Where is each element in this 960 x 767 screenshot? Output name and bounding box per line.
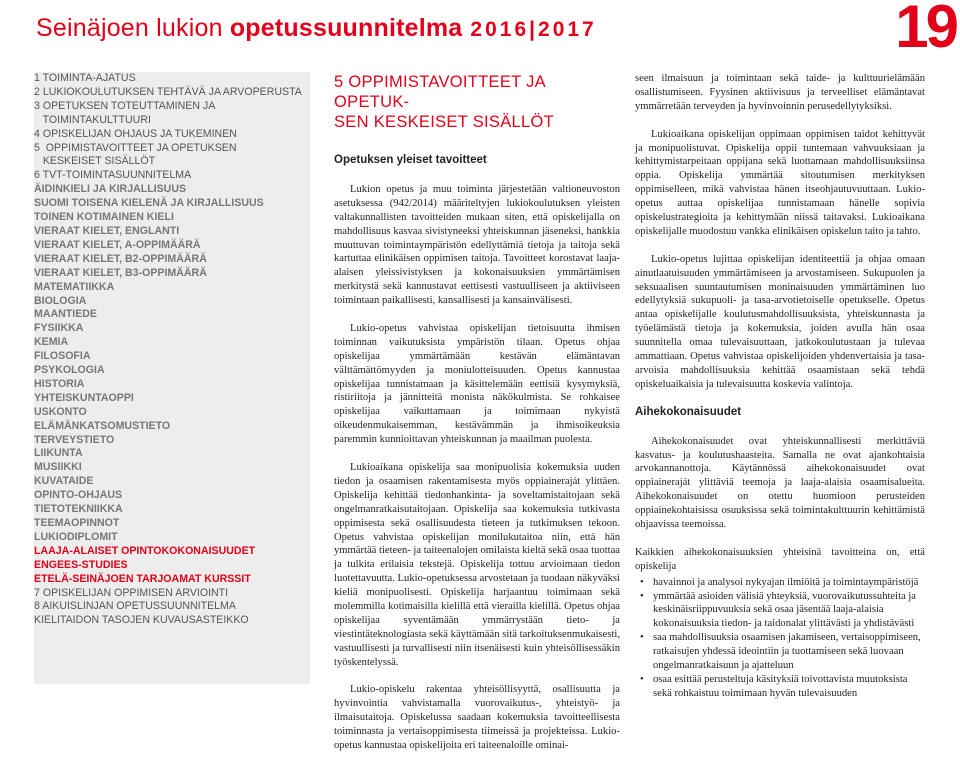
toc-item[interactable]: 8 AIKUISLINJAN OPETUSSUUNNITELMA	[34, 600, 236, 613]
toc-subject-item[interactable]: VIERAAT KIELET, ENGLANTI	[34, 224, 180, 237]
bullet-item: • havainnoi ja analysoi nykyajan ilmiöitä ja toimintaympäristöjä	[653, 576, 925, 590]
table-of-contents	[34, 72, 310, 684]
toc-subject-item[interactable]: ELÄMÄNKATSOMUSTIETO	[34, 419, 171, 432]
toc-item[interactable]: 3 OPETUKSEN TOTEUTTAMINEN JA TOIMINTAKULTTUURI	[34, 99, 216, 126]
toc-subject-item[interactable]: TOINEN KOTIMAINEN KIELI	[34, 211, 174, 224]
toc-subject-item[interactable]: MATEMATIIKKA	[34, 280, 115, 293]
toc-subject-item[interactable]: ENGEES-STUDIES	[34, 558, 128, 571]
toc-subject-item[interactable]: TERVEYSTIETO	[34, 433, 115, 446]
toc-subject-item[interactable]: YHTEISKUNTAOPPI	[34, 391, 134, 404]
toc-subject-item[interactable]: MAANTIEDE	[34, 308, 97, 321]
toc-item[interactable]: 2 LUKIOKOULUTUKSEN TEHTÄVÄ JA ARVOPERUSTA	[34, 85, 302, 98]
section-title-line-1: 5 OPPIMISTAVOITTEET JA OPETUK-	[334, 73, 546, 111]
toc-item[interactable]: 6 TVT-TOIMINTASUUNNITELMA	[34, 169, 192, 182]
toc-bottom-list	[34, 587, 310, 629]
right-column	[635, 72, 925, 701]
toc-subject-item[interactable]: BIOLOGIA	[34, 294, 87, 307]
toc-subject-item[interactable]: VIERAAT KIELET, A-OPPIMÄÄRÄ	[34, 238, 201, 251]
section-title-line-2: SEN KESKEISET SISÄLLÖT	[334, 113, 554, 131]
toc-subject-item[interactable]: KEMIA	[34, 336, 69, 349]
toc-subject-item[interactable]: ETELÄ-SEINÄJOEN TARJOAMAT KURSSIT	[34, 572, 251, 585]
toc-item[interactable]: 7 OPISKELIJAN OPPIMISEN ARVIOINTI	[34, 586, 229, 599]
toc-subject-item[interactable]: LAAJA-ALAISET OPINTOKOKONAISUUDET	[34, 544, 256, 557]
section-title	[334, 72, 620, 132]
toc-subject-item[interactable]: OPINTO-OHJAUS	[34, 489, 123, 502]
toc-subject-item[interactable]: ÄIDINKIELI JA KIRJALLISUUS	[34, 183, 187, 196]
body-paragraph: Lukio-opiskelu rakentaa yhteisöllisyyttä, osallisuutta ja hyvinvointia vahvistamalla vuorovaikutus-, yhteistyö- ja ilmaisutaitoja. Opiskelussa saadaan kokemuksia tavoitteellisesta toiminnasta ja vertaisoppimisesta tiimeissä ja projekteissa. Lukio-opetus kannustaa opiskelijoita eri taiteenaloille ominai-	[334, 684, 620, 752]
middle-column	[334, 72, 620, 767]
toc-item[interactable]: 1 TOIMINTA-AJATUS	[34, 72, 136, 84]
toc-subject-item[interactable]: SUOMI TOISENA KIELENÄ JA KIRJALLISUUS	[34, 197, 264, 210]
toc-subject-item[interactable]: MUSIIKKI	[34, 461, 82, 474]
bullet-item: • ymmärtää asioiden välisiä yhteyksiä, vuorovaikutussuhteita ja keskinäisriippuvuuksia sekä osaa jäsentää laaja-alaisia kokonaisuuksia tiedon- ja taidonalat ylittävästi ja yhdistävästi	[653, 590, 925, 632]
body-paragraph: Lukio-opetus vahvistaa opiskelijan tietoisuutta ihmisen toiminnan vaikutuksista ympäristön tilaan. Opetus ohjaa opiskelijaa ymmärtämään kestävän elämäntavan välttämättömyyden ja moniulotteisuuden. Opetus kannustaa opiskelijaa tunnistamaan ja käsittelemään eettisiä kysymyksiä, ristiriitoja ja jännitteitä monista näkökulmista. Se rohkaisee opiskelijaa vaikuttamaan ja toimimaan nykyistä oikeudenmukaisemman, kestävämmän ja ihmisoikeuksia paremmin kunnioittavan yhteiskunnan ja maailman puolesta.	[334, 322, 620, 446]
toc-subject-item[interactable]: TEEMAOPINNOT	[34, 517, 120, 529]
header-title-bold: opetussuunnitelma	[229, 14, 463, 42]
body-paragraph: Kaikkien aihekokonaisuuksien yhteisinä tavoitteina on, että opiskelija	[635, 546, 925, 572]
body-paragraph: Aihekokonaisuudet ovat yhteiskunnallisesti merkittäviä kasvatus- ja koulutushaasteita. Samalla ne ovat ajankohtaisia arvokannanottoja. Käytännössä aihekokonaisuudet ovat oppiaineraját ylittäviä teemoja ja laaja-alaisia osaamisalueita. Aihekokonaisuudet on otettu huomioon perusteiden oppiainekohtaisissa osuuksissa sekä toimintakulttuurin kehittämistä ohjaavissa teemoissa.	[635, 435, 925, 531]
toc-subject-item[interactable]: LUKIODIPLOMIT	[34, 530, 118, 543]
goals-bullet-list	[635, 576, 925, 701]
body-paragraph: Lukioaikana opiskelijan oppimaan oppimisen taidot kehittyvät ja monipuolistuvat. Opiskelija oppii tuntemaan vahvuuksiaan ja kehittymistarpeitaan oppijana sekä luottamaan mahdollisuuksiinsa oppia. Opiskelija ymmärtää sitoutumisen merkityksen oppimiselleen, mikä vahvistaa hänen itseohjautuvuuttaan. Lukio-opetus auttaa opiskelijaa tunnistamaan hänelle sopivia opiskelustrategioita ja kehittymään niissä taitavaksi. Lukioaikana opiskelijalle muodostuu vankka elinikäisen opiskelun taito ja tahto.	[635, 128, 925, 237]
toc-subject-item[interactable]: HISTORIA	[34, 377, 85, 390]
body-paragraph: Lukioaikana opiskelija saa monipuolisia kokemuksia uuden tiedon ja osaamisen rakentamisesta myös oppiaineraját ylittäen. Opiskelija kehittää tiedonhankinta- ja soveltamistaitojaan sekä ongelmanratkaisutaitojaan. Opiskelija saa kokemuksia tutkivasta oppimisesta sekä osallisuudesta tieteen ja tutkimuksen tekoon. Opetus vahvistaa opiskelijan monilukutaitoa niin, että hän ymmärtää tieteen- ja taiteenalojen omilaista kieltä sekä osaa tuottaa ja tulkita erilaisia tekstejä. Opiskelija tottuu arvioimaan tiedon luotettavuutta. Lukio-opetuksessa arvostetaan ja tuodaan näkyväksi kieliä monipuolisesti. Opiskelija harjaantuu toimimaan sekä molemmilla kotimaisilla kielillä että vierailla kielillä. Opetus ohjaa opiskelijaa syventämään ymmärrystään tieto- ja viestintäteknologiasta sekä käyttämään sitä tarkoituksenmukaisesti, vastuullisesti ja turvallisesti niin itsenäisesti kuin yhteisöllisessäkin työskentelyssä.	[334, 462, 620, 668]
subheading-general-goals: Opetuksen yleiset tavoitteet	[334, 154, 487, 166]
document-header	[36, 14, 597, 43]
toc-subject-item[interactable]: FILOSOFIA	[34, 350, 91, 363]
toc-item[interactable]: KIELITAIDON TASOJEN KUVAUSASTEIKKO	[34, 614, 249, 627]
body-paragraph: Lukion opetus ja muu toiminta järjestetään valtioneuvoston asetuksessa (942/2014) määriteltyjen lukiokoulutuksen yleisten valtakunnallisten tavoitteiden mukaan siten, että opiskelijalla on mahdollisuus kasvaa sivistyneeksi yhteiskunnan jäseneksi, hankkia muuttuvan toimintaympäristön edellyttämiä tietoja ja taitoja sekä kartuttaa elinikäisen oppimisen taitoja. Tavoitteet korostavat laaja-alaisen yleissivistyksen ja kokonaisuuksien ymmärtämisen merkitystä sekä kannustavat eettisesti vastuulliseen ja aktiiviseen toimintaan paikallisesti, kansallisesti ja kansainvälisesti.	[334, 183, 620, 307]
toc-subject-item[interactable]: VIERAAT KIELET, B3-OPPIMÄÄRÄ	[34, 266, 207, 279]
body-paragraph: Lukio-opetus lujittaa opiskelijan identiteettiä ja ohjaa omaan ainutlaatuisuuden ymmärtämiseen ja arvostamiseen. Sukupuolen ja seksuaalisen suuntautumisen moninaisuuden ymmärtäminen luo edellytyksiä sukupuoli- ja tasa-arvotietoiselle opetukselle. Opetus antaa opiskelijalle koulutusmahdollisuuksista, yhteiskunnasta ja työelämästä tietoja ja kokemuksia, joiden avulla hän osaa suunnitella omaa tulevaisuuttaan, jatkokoulutustaan ja tulevaa ammattiaan. Opetus vahvistaa opiskelijoiden yhdenvertaisia ja tasa-arvoisia mahdollisuuksia kehittää osaamistaan sekä tehdä opiskeluaikaisia ja tulevaisuutta koskevia valintoja.	[635, 253, 925, 390]
toc-subject-item[interactable]: FYSIIKKA	[34, 322, 84, 335]
toc-subject-item[interactable]: VIERAAT KIELET, B2-OPPIMÄÄRÄ	[34, 252, 207, 265]
toc-subject-item[interactable]: PSYKOLOGIA	[34, 364, 105, 377]
header-year: 2016|2017	[470, 18, 597, 41]
toc-item[interactable]: 5 OPPIMISTAVOITTEET JA OPETUKSEN KESKEISET SISÄLLÖT	[34, 141, 237, 168]
bullet-item: • saa mahdollisuuksia osaamisen jakamiseen, vertaisoppimiseen, ratkaisujen yhdessä ideointiin ja tuottamiseen sekä luovaan ongelmanratkaisuun ja ajatteluun	[653, 631, 925, 673]
toc-subject-item[interactable]: LIIKUNTA	[34, 447, 83, 460]
toc-subject-item[interactable]: KUVATAIDE	[34, 475, 94, 488]
toc-subject-item[interactable]: USKONTO	[34, 405, 87, 418]
toc-top-list	[34, 72, 310, 183]
bullet-item: • osaa esittää perusteltuja käsityksiä toivottavista muutoksista sekä rohkaistuu toimimaan hyvän tulevaisuuden	[653, 673, 925, 701]
body-paragraph: seen ilmaisuun ja toimintaan sekä taide- ja kulttuurielämään osallistumiseen. Fyysinen aktiivisuus ja terveelliset elämäntavat ymmärretään terveyden ja hyvinvoinnin perusedellytyksiksi.	[635, 73, 925, 112]
header-title-plain: Seinäjoen lukion	[36, 14, 230, 42]
page-number: 19	[895, 0, 956, 60]
toc-item[interactable]: 4 OPISKELIJAN OHJAUS JA TUKEMINEN	[34, 127, 237, 140]
subheading-themes: Aihekokonaisuudet	[635, 405, 742, 418]
toc-subject-item[interactable]: TIETOTEKNIIKKA	[34, 503, 123, 516]
toc-subject-list	[34, 183, 310, 586]
